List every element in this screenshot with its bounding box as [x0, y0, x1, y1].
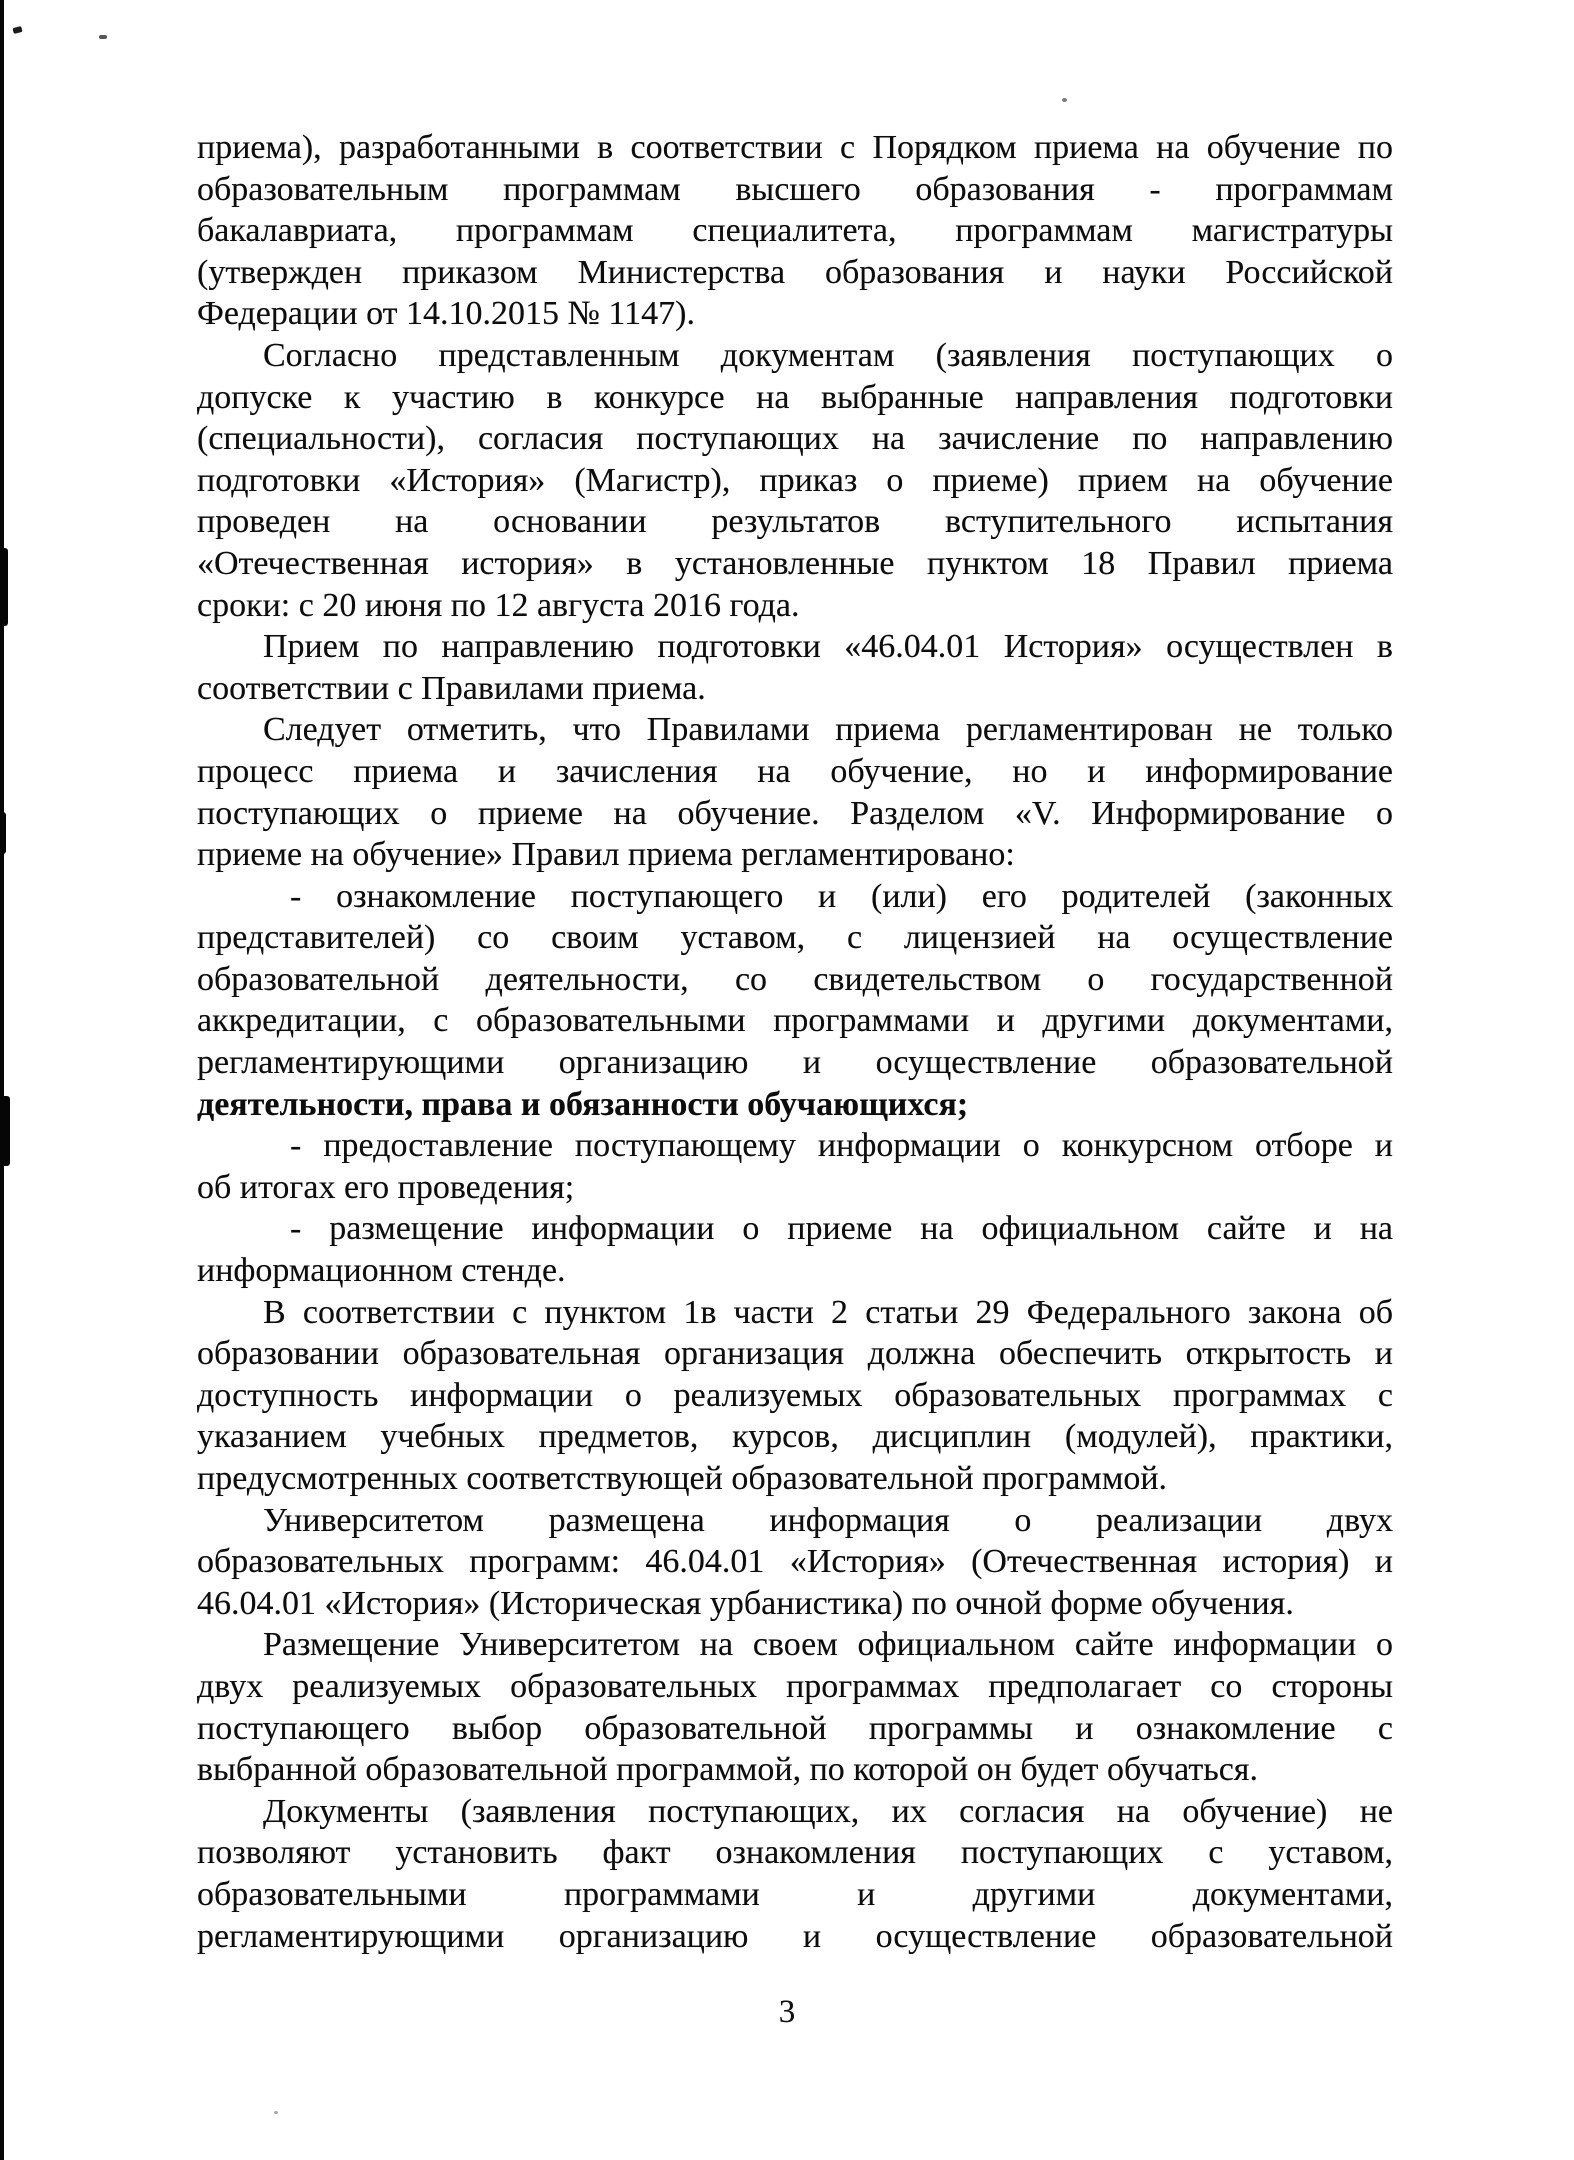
text-line: указанием учебных предметов, курсов, дисциплин (модулей), практики,: [197, 1418, 1393, 1456]
text-line: подготовки «История» (Магистр), приказ о приеме) прием на обучение: [197, 461, 1393, 499]
scan-speck: [12, 26, 22, 34]
scan-speck: [274, 2111, 278, 2114]
text-line: аккредитации, с образовательными программами и другими документами,: [197, 1002, 1393, 1040]
text-line: образовательной деятельности, со свидетельством о государственной: [197, 960, 1393, 998]
text-line: регламентирующими организацию и осуществление образовательной: [197, 1044, 1393, 1082]
text-line: предусмотренных соответствующей образовательной программой.: [197, 1460, 1168, 1497]
text-line: процесс приема и зачисления на обучение, но и информирование: [197, 752, 1393, 790]
document-body: [197, 127, 1393, 1957]
text-line: регламентирующими организацию и осуществление образовательной: [197, 1917, 1393, 1955]
text-line: выбранной образовательной программой, по которой он будет обучаться.: [197, 1751, 1258, 1789]
text-line: Документы (заявления поступающих, их согласия на обучение) не: [263, 1792, 1393, 1830]
scan-artifact-blob: [0, 812, 6, 854]
text-line: доступность информации о реализуемых образовательных программах с: [197, 1376, 1393, 1414]
scan-speck: [99, 35, 107, 39]
page-number: 3: [778, 1994, 796, 2030]
text-line: представителей) со своим уставом, с лицензией на осуществление: [197, 919, 1393, 957]
text-line: информационном стенде.: [197, 1252, 566, 1290]
text-line: Университетом размещена информация о реализации двух: [263, 1501, 1393, 1539]
text-line: 46.04.01 «История» (Историческая урбанистика) по очной форме обучения.: [197, 1584, 1294, 1622]
scan-speck: [1062, 98, 1067, 102]
text-line: об итогах его проведения;: [197, 1168, 575, 1206]
text-line: позволяют установить факт ознакомления поступающих с уставом,: [197, 1834, 1393, 1872]
scan-artifact-blob: [0, 1096, 10, 1166]
text-line: (специальности), согласия поступающих на зачисление по направлению: [197, 420, 1393, 458]
text-line: приема), разработанными в соответствии с Порядком приема на обучение по: [197, 129, 1393, 166]
text-line: сроки: с 20 июня по 12 августа 2016 года.: [197, 586, 800, 624]
text-line: (утвержден приказом Министерства образования и науки Российской: [197, 253, 1393, 291]
text-line: - ознакомление поступающего и (или) его родителей (законных: [290, 877, 1393, 915]
text-line: Федерации от 14.10.2015 № 1147).: [197, 295, 695, 333]
text-line: приеме на обучение» Правил приема регламентировано:: [197, 836, 1015, 874]
text-line: допуске к участию в конкурсе на выбранные направления подготовки: [197, 378, 1393, 416]
text-line: образовании образовательная организация должна обеспечить открытость и: [197, 1335, 1393, 1373]
text-line: Размещение Университетом на своем официальном сайте информации о: [263, 1626, 1393, 1664]
scan-artifact-left-edge: [0, 0, 4, 2160]
text-line: поступающего выбор образовательной программы и ознакомление с: [197, 1709, 1393, 1747]
text-line: образовательными программами и другими документами,: [197, 1875, 1393, 1913]
text-line: В соответствии с пунктом 1в части 2 статьи 29 Федерального закона об: [263, 1293, 1393, 1331]
text-line: проведен на основании результатов вступительного испытания: [197, 503, 1393, 541]
text-line: поступающих о приеме на обучение. Разделом «V. Информирование о: [197, 794, 1393, 832]
text-line: Согласно представленным документам (заявления поступающих о: [263, 336, 1393, 374]
text-line: - размещение информации о приеме на официальном сайте и на: [290, 1210, 1393, 1248]
text-line: деятельности, права и обязанности обучающихся;: [197, 1085, 969, 1123]
scan-artifact-blob: [0, 548, 8, 626]
text-line: образовательных программ: 46.04.01 «История» (Отечественная история) и: [197, 1543, 1393, 1581]
text-line: соответствии с Правилами приема.: [197, 669, 706, 707]
text-line: двух реализуемых образовательных программах предполагает со стороны: [197, 1667, 1393, 1705]
text-line: образовательным программам высшего образования - программам: [197, 170, 1393, 208]
text-line: Прием по направлению подготовки «46.04.01 История» осуществлен в: [263, 628, 1393, 666]
text-line: бакалавриата, программам специалитета, программам магистратуры: [197, 212, 1393, 250]
text-line: «Отечественная история» в установленные пунктом 18 Правил приема: [197, 544, 1393, 582]
text-line: Следует отметить, что Правилами приема регламентирован не только: [263, 711, 1393, 749]
text-line: - предоставление поступающему информации о конкурсном отборе и: [290, 1127, 1393, 1165]
